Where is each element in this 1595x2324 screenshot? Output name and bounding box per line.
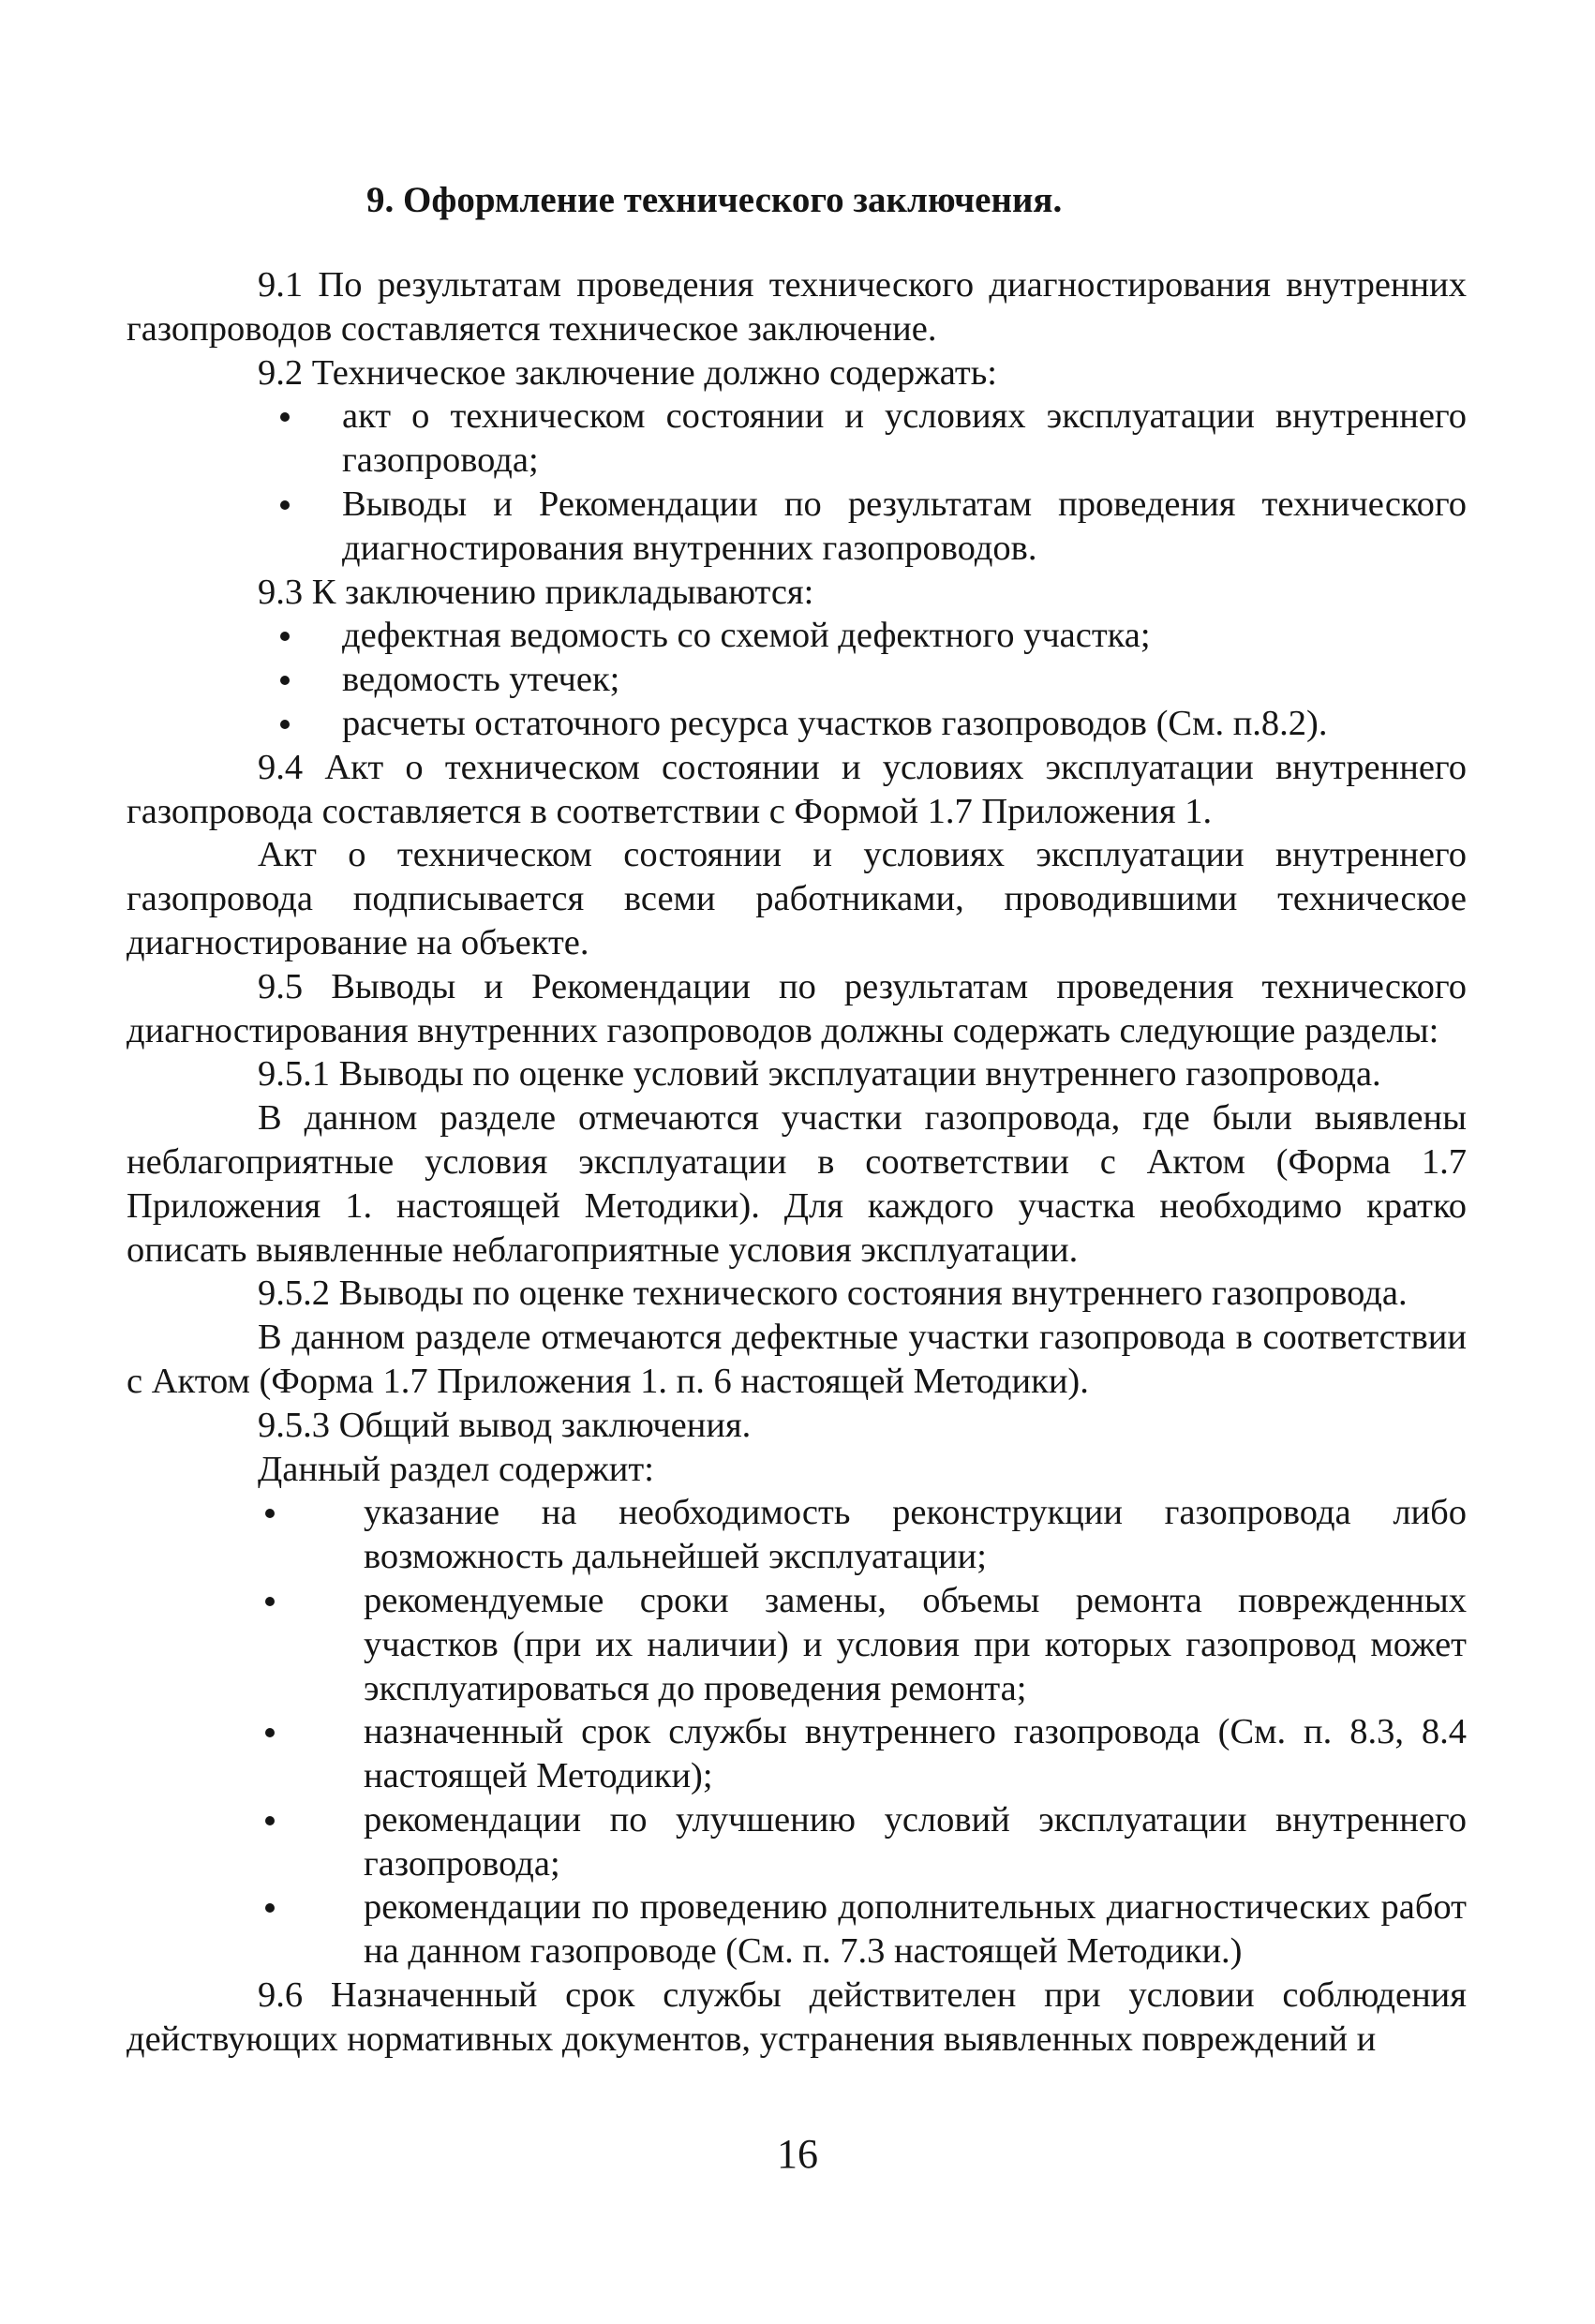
bullet-icon bbox=[265, 1597, 275, 1606]
list-item bbox=[127, 1710, 1467, 1798]
list-9-5-3 bbox=[127, 1491, 1467, 1974]
list-item-text: расчеты остаточного ресурса участков газопроводов (См. п.8.2). bbox=[342, 703, 1328, 743]
bullet-icon bbox=[280, 632, 290, 641]
page-number: 16 bbox=[777, 2131, 818, 2177]
paragraph-9-5-3: 9.5.3 Общий вывод заключения. bbox=[258, 1405, 752, 1445]
list-item bbox=[127, 395, 1467, 483]
list-item bbox=[127, 1885, 1467, 1974]
paragraph-9-5-2: 9.5.2 Выводы по оценке технического состояния внутреннего газопровода. bbox=[258, 1274, 1408, 1314]
list-item-text: рекомендации по проведению дополнительных диагностических работ на данном газопроводе (См. п. 7.3 настоящей Методики.) bbox=[364, 1887, 1467, 1972]
paragraph-9-3: 9.3 К заключению прикладываются: bbox=[258, 572, 814, 612]
bullet-icon bbox=[280, 500, 290, 510]
paragraph-9-5-1: 9.5.1 Выводы по оценке условий эксплуатации внутреннего газопровода. bbox=[258, 1054, 1381, 1095]
bullet-icon bbox=[265, 1903, 275, 1913]
list-item-text: дефектная ведомость со схемой дефектного участка; bbox=[342, 616, 1151, 656]
bullet-icon bbox=[265, 1728, 275, 1737]
bullet-icon bbox=[280, 676, 290, 685]
paragraph-9-5-2-detail: В данном разделе отмечаются дефектные участки газопровода в соответствии с Актом (Форма 1.7 Приложения 1. п. 6 настоящей Методики). bbox=[127, 1318, 1467, 1401]
paragraph-9-4-act: Акт о техническом состоянии и условиях эксплуатации внутреннего газопровода подписывается всеми работниками, проводившими техническое диагностирование на объекте. bbox=[127, 835, 1467, 962]
list-item bbox=[127, 1579, 1467, 1710]
paragraph-9-5-1-detail: В данном разделе отмечаются участки газопровода, где были выявлены неблагоприятные условия эксплуатации в соответствии с Актом (Форма 1.7 Приложения 1. настоящей Методики). Для каждого участка необходимо кратко описать выявленные неблагоприятные условия эксплуатации. bbox=[127, 1098, 1467, 1270]
section-heading: 9. Оформление технического заключения. bbox=[366, 180, 1063, 220]
paragraph-9-5: 9.5 Выводы и Рекомендации по результатам проведения технического диагностирования внутренних газопроводов должны содержать следующие разделы: bbox=[127, 966, 1467, 1050]
paragraph-9-6: 9.6 Назначенный срок службы действителен при условии соблюдения действующих нормативных документов, устранения выявленных повреждений и bbox=[127, 1975, 1467, 2059]
list-item-text: указание на необходимость реконструкции газопровода либо возможность дальнейшей эксплуатации; bbox=[364, 1493, 1467, 1577]
list-item bbox=[127, 483, 1467, 571]
bullet-icon bbox=[265, 1816, 275, 1825]
bullet-icon bbox=[280, 720, 290, 729]
list-item bbox=[127, 1491, 1467, 1579]
list-item bbox=[127, 658, 1467, 702]
list-item-text: назначенный срок службы внутреннего газопровода (См. п. 8.3, 8.4 настоящей Методики); bbox=[364, 1712, 1467, 1796]
list-item bbox=[127, 702, 1467, 746]
list-item bbox=[127, 1798, 1467, 1886]
bullet-icon bbox=[280, 412, 290, 422]
list-9-3 bbox=[127, 614, 1467, 745]
list-item-text: Выводы и Рекомендации по результатам проведения технического диагностирования внутренних газопроводов. bbox=[342, 484, 1467, 568]
list-item-text: акт о техническом состоянии и условиях эксплуатации внутреннего газопровода; bbox=[342, 396, 1467, 481]
paragraph-9-1: 9.1 По результатам проведения технического диагностирования внутренних газопроводов составляется техническое заключение. bbox=[127, 265, 1467, 349]
page-body bbox=[127, 178, 1467, 2062]
paragraph-9-4: 9.4 Акт о техническом состоянии и условиях эксплуатации внутреннего газопровода составляется в соответствии с Формой 1.7 Приложения 1. bbox=[127, 747, 1467, 831]
list-9-2 bbox=[127, 395, 1467, 570]
list-item-text: рекомендации по улучшению условий эксплуатации внутреннего газопровода; bbox=[364, 1799, 1467, 1884]
list-item bbox=[127, 614, 1467, 658]
paragraph-9-2: 9.2 Техническое заключение должно содержать: bbox=[258, 352, 997, 393]
paragraph-9-5-3-intro: Данный раздел содержит: bbox=[258, 1449, 654, 1489]
list-item-text: ведомость утечек; bbox=[342, 660, 620, 700]
bullet-icon bbox=[265, 1509, 275, 1518]
list-item-text: рекомендуемые сроки замены, объемы ремонта поврежденных участков (при их наличии) и условия при которых газопровод может эксплуатироваться до проведения ремонта; bbox=[364, 1580, 1467, 1708]
